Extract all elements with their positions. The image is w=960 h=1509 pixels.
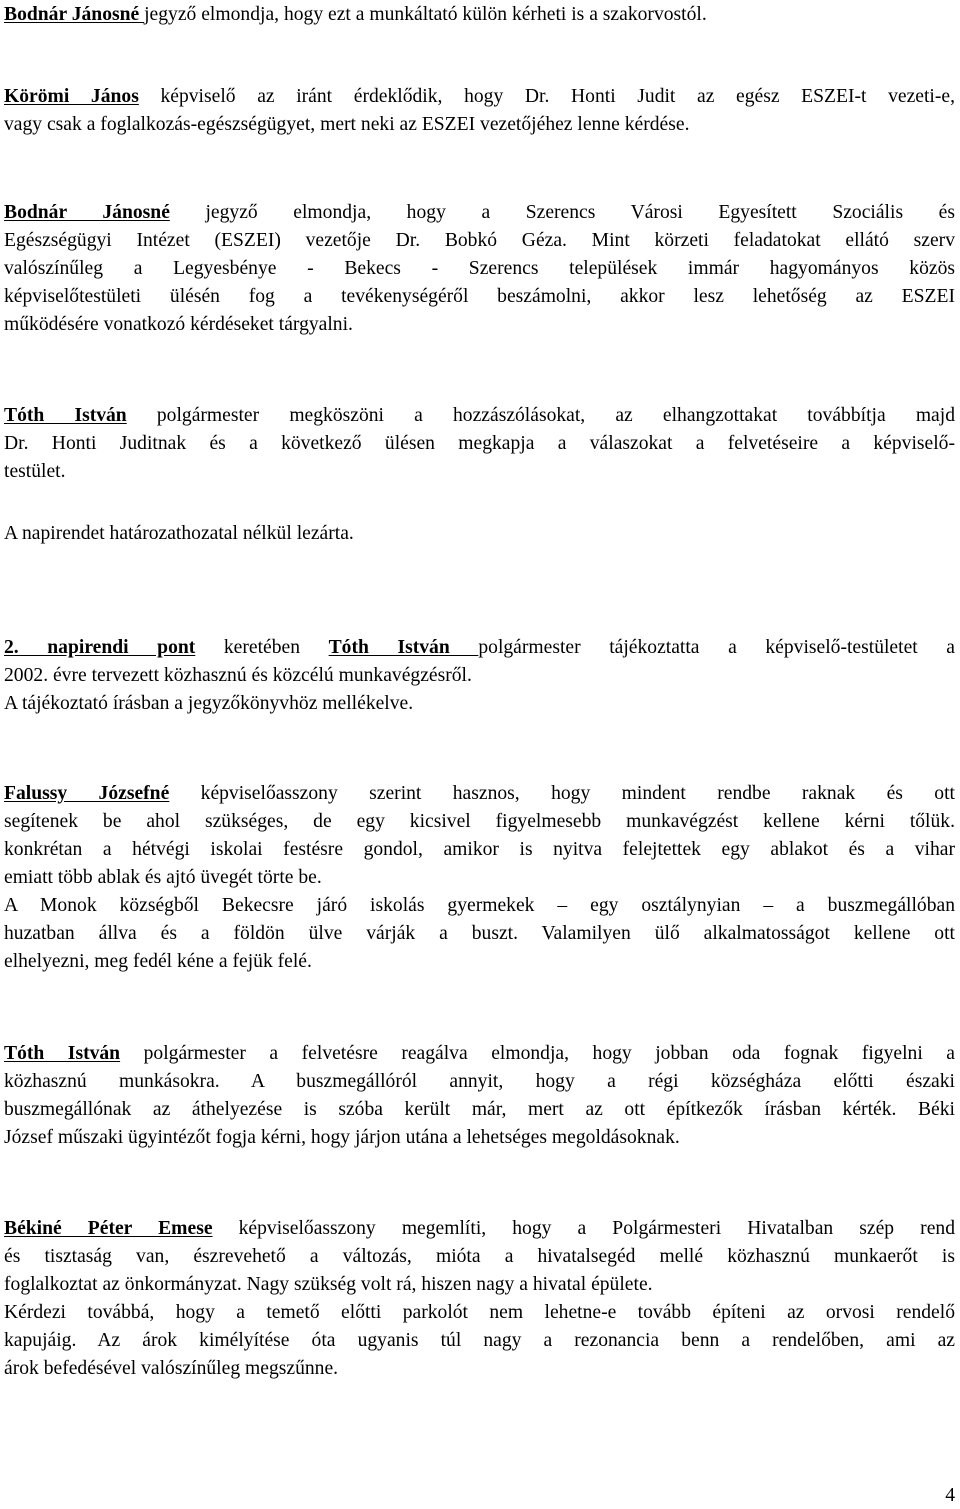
text-line xyxy=(4,1,955,29)
body-text: közhasznú munkásokra. A buszmegállóról annyit, hogy a régi községháza előtti északi xyxy=(4,1071,955,1092)
text-line xyxy=(4,1040,955,1068)
speaker-name: Tóth István xyxy=(328,637,479,658)
body-text: és tisztaság van, észrevehető a változás, mióta a hivatalsegéd mellé közhasznú munkaerőt is xyxy=(4,1246,955,1267)
text-line xyxy=(4,199,955,227)
body-text: polgármester megköszöni a hozzászólásokat, az elhangzottakat továbbítja majd xyxy=(126,405,955,426)
body-text: emiatt több ablak és ajtó üvegét törte be. xyxy=(4,867,322,888)
text-line xyxy=(4,948,955,976)
paragraph-bekine-felszolalas xyxy=(4,1215,955,1383)
text-line xyxy=(4,458,955,486)
text-line xyxy=(4,864,955,892)
speaker-name: Bodnár Jánosné xyxy=(4,4,145,25)
body-text: buszmegállónak az áthelyezése is szóba került már, mert az ott építkezők írásban kérték. Béki xyxy=(4,1099,955,1120)
paragraph-jegyzo-eszei-vezeto xyxy=(4,199,955,339)
body-text: Dr. Honti Juditnak és a következő ülésen megkapja a válaszokat a felvetéseire a képviselő- xyxy=(4,433,955,454)
speaker-name: Falussy Józsefné xyxy=(4,783,170,804)
text-line xyxy=(4,920,955,948)
text-line xyxy=(4,1243,955,1271)
body-text: működésére vonatkozó kérdéseket tárgyalni. xyxy=(4,314,353,335)
text-line xyxy=(4,402,955,430)
body-text: polgármester tájékoztatta a képviselő-testületet a xyxy=(478,637,955,658)
body-text: képviselőasszony megemlíti, hogy a Polgármesteri Hivatalban szép rend xyxy=(212,1218,955,1239)
body-text: A napirendet határozathozatal nélkül lezárta. xyxy=(4,523,354,544)
text-line xyxy=(4,662,955,690)
speaker-name: Tóth István xyxy=(4,1043,121,1064)
paragraph-masodik-napirendi-pont xyxy=(4,634,955,718)
text-line xyxy=(4,1327,955,1355)
body-text: jegyző elmondja, hogy a Szerencs Városi Egyesített Szociális és xyxy=(169,202,955,223)
body-text: valószínűleg a Legyesbénye - Bekecs - Szerencs települések immár hagyományos közös xyxy=(4,258,955,279)
paragraph-falussy-felszolalas xyxy=(4,780,955,976)
body-text: József műszaki ügyintézőt fogja kérni, hogy járjon utána a lehetséges megoldásoknak. xyxy=(4,1127,680,1148)
text-line xyxy=(4,634,955,662)
text-line xyxy=(4,1299,955,1327)
text-line xyxy=(4,1355,955,1383)
speaker-name: 2. napirendi pont xyxy=(4,637,196,658)
text-line xyxy=(4,520,955,548)
body-text: segítenek be ahol szükséges, de egy kicsivel figyelmesebb munkavégzést kellene kérni tőlük. xyxy=(4,811,955,832)
text-line xyxy=(4,1215,955,1243)
text-line xyxy=(4,227,955,255)
body-text: Kérdezi továbbá, hogy a temető előtti parkolót nem lehetne-e tovább építeni az orvosi rendelő xyxy=(4,1302,955,1323)
body-text: konkrétan a hétvégi iskolai festésre gondol, amikor is nyitva felejtettek egy ablakot és a vihar xyxy=(4,839,955,860)
text-line xyxy=(4,836,955,864)
paragraph-toth-koszonet xyxy=(4,402,955,486)
paragraph-toth-valasz xyxy=(4,1040,955,1152)
body-text: A tájékoztató írásban a jegyzőkönyvhöz mellékelve. xyxy=(4,693,414,714)
body-text: kapujáig. Az árok kimélyítése óta ugyanis túl nagy a rezonancia benn a rendelőben, ami az xyxy=(4,1330,955,1351)
page-number: 4 xyxy=(945,1485,955,1506)
speaker-name: Tóth István xyxy=(4,405,127,426)
text-line xyxy=(4,808,955,836)
text-line xyxy=(4,111,955,139)
body-text: képviselőasszony szerint hasznos, hogy mindent rendbe raknak és ott xyxy=(169,783,955,804)
body-text: Egészségügyi Intézet (ESZEI) vezetője Dr. Bobkó Géza. Mint körzeti feladatokat ellátó szerv xyxy=(4,230,955,251)
text-line xyxy=(4,283,955,311)
body-text: képviselőtestületi ülésén fog a tevékenységéről beszámolni, akkor lesz lehetőség az ESZEI xyxy=(4,286,955,307)
body-text: keretében xyxy=(195,637,329,658)
text-line xyxy=(4,255,955,283)
paragraph-jegyzo-szakorvos xyxy=(4,1,955,29)
body-text: A Monok községből Bekecsre járó iskolás gyermekek – egy osztálynyian – a buszmegállóban xyxy=(4,895,955,916)
body-text: árok befedésével valószínűleg megszűnne. xyxy=(4,1358,339,1379)
text-line xyxy=(4,892,955,920)
text-line xyxy=(4,430,955,458)
body-text: jegyző elmondja, hogy ezt a munkáltató külön kérheti is a szakorvostól. xyxy=(144,4,707,25)
text-line xyxy=(4,1271,955,1299)
text-line xyxy=(4,83,955,111)
speaker-name: Körömi János xyxy=(4,86,139,107)
body-text: polgármester a felvetésre reagálva elmondja, hogy jobban oda fognak figyelni a xyxy=(120,1043,956,1064)
body-text: vagy csak a foglalkozás-egészségügyet, mert neki az ESZEI vezetőjéhez lenne kérdése. xyxy=(4,114,690,135)
speaker-name: Bodnár Jánosné xyxy=(4,202,170,223)
body-text: képviselő az iránt érdeklődik, hogy Dr. Honti Judit az egész ESZEI-t vezeti-e, xyxy=(138,86,955,107)
body-text: huzatban állva és a földön ülve várják a buszt. Valamilyen ülő alkalmatosságot kellene ott xyxy=(4,923,955,944)
text-line xyxy=(4,690,955,718)
paragraph-napirend-lezaras xyxy=(4,520,955,548)
text-line xyxy=(4,1124,955,1152)
body-text: elhelyezni, meg fedél kéne a fejük felé. xyxy=(4,951,312,972)
text-line xyxy=(4,1096,955,1124)
text-line xyxy=(4,1068,955,1096)
speaker-name: Békiné Péter Emese xyxy=(4,1218,213,1239)
body-text: testület. xyxy=(4,461,66,482)
text-line xyxy=(4,780,955,808)
body-text: foglalkoztat az önkormányzat. Nagy szükség volt rá, hiszen nagy a hivatal épülete. xyxy=(4,1274,653,1295)
text-line xyxy=(4,311,955,339)
paragraph-koromi-kerdes xyxy=(4,83,955,139)
body-text: 2002. évre tervezett közhasznú és közcélú munkavégzésről. xyxy=(4,665,472,686)
